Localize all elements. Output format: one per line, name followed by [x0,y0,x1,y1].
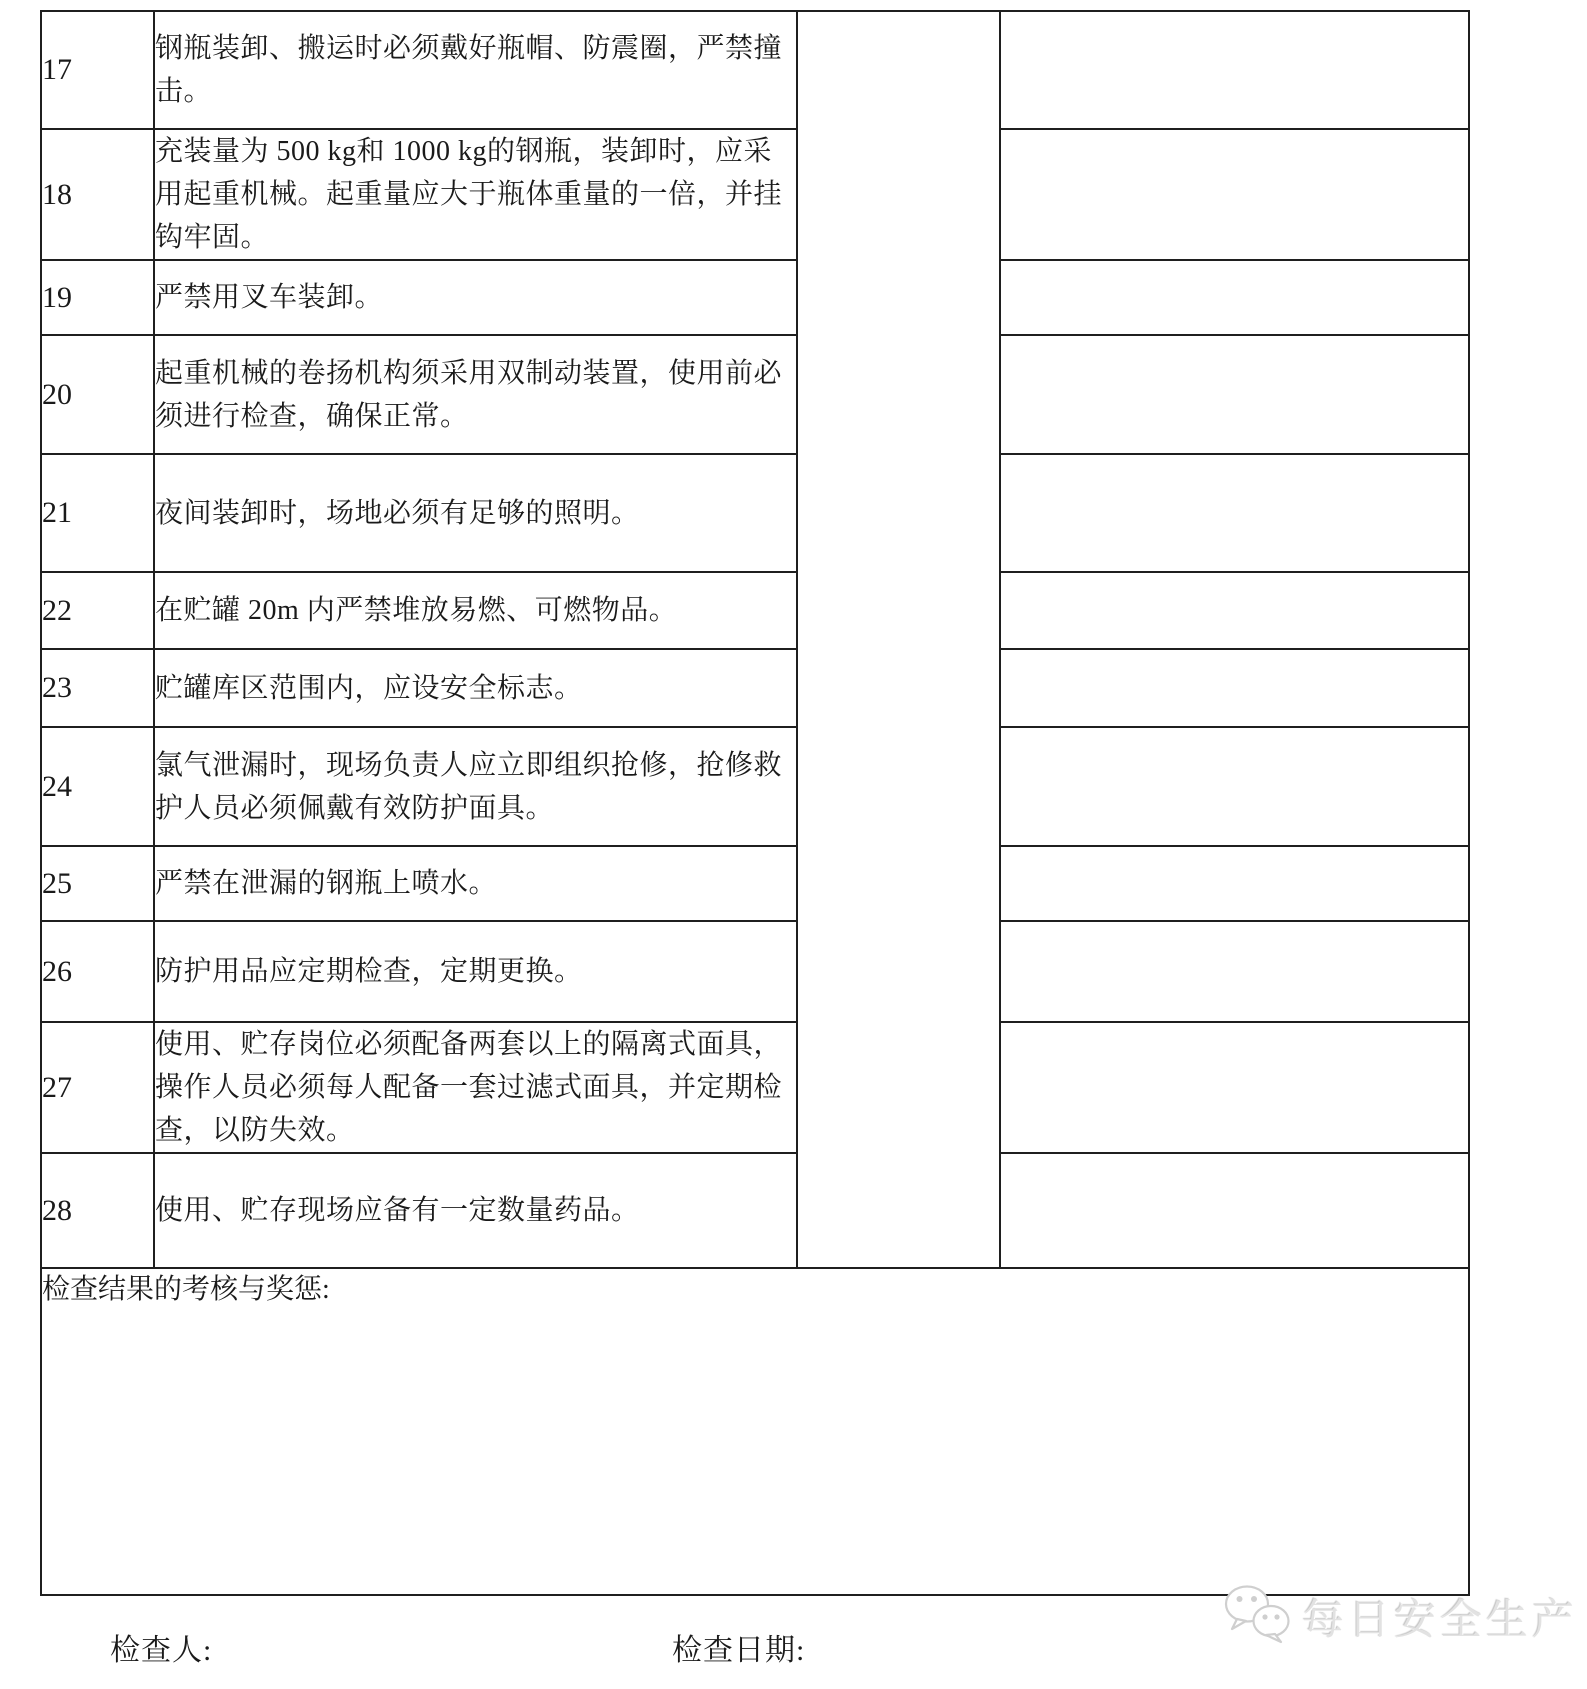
result-empty-cell [1000,727,1469,846]
row-text: 充装量为 500 kg和 1000 kg的钢瓶，装卸时，应采用起重机械。起重量应大于瓶体重量的一倍，并挂钩牢固。 [154,129,797,260]
watermark [1222,1584,1578,1649]
table-row [41,727,1469,846]
row-text: 严禁用叉车装卸。 [154,260,797,335]
result-empty-cell [1000,260,1469,335]
row-number: 22 [41,572,154,649]
watermark-text: 每日安全生产 [1302,1595,1579,1643]
row-text: 严禁在泄漏的钢瓶上喷水。 [154,846,797,921]
row-text: 贮罐库区范围内，应设安全标志。 [154,649,797,727]
row-number: 28 [41,1153,154,1268]
row-number: 21 [41,454,154,572]
result-empty-cell [1000,846,1469,921]
row-number: 24 [41,727,154,846]
row-text: 防护用品应定期检查，定期更换。 [154,921,797,1022]
result-empty-cell [1000,11,1469,129]
row-number: 26 [41,921,154,1022]
assessment-label: 检查结果的考核与奖惩: [42,1274,330,1305]
row-text: 钢瓶装卸、搬运时必须戴好瓶帽、防震圈，严禁撞击。 [154,11,797,129]
row-text: 起重机械的卷扬机构须采用双制动装置，使用前必须进行检查，确保正常。 [154,335,797,454]
assessment-row [41,1268,1469,1595]
result-empty-cell [1000,921,1469,1022]
table-row [41,454,1469,572]
row-number: 18 [41,129,154,260]
row-text: 在贮罐 20m 内严禁堆放易燃、可燃物品。 [154,572,797,649]
result-empty-cell [1000,572,1469,649]
result-empty-cell [1000,649,1469,727]
date-label: 检查日期: [672,1634,806,1667]
table-row [41,921,1469,1022]
row-text: 夜间装卸时，场地必须有足够的照明。 [154,454,797,572]
table-row [41,1153,1469,1268]
middle-empty-column [797,11,1000,1268]
checklist-table [40,10,1470,1596]
row-text: 氯气泄漏时，现场负责人应立即组织抢修，抢修救护人员必须佩戴有效防护面具。 [154,727,797,846]
assessment-cell [41,1268,1469,1595]
row-text: 使用、贮存岗位必须配备两套以上的隔离式面具，操作人员必须每人配备一套过滤式面具，并定期检查，以防失效。 [154,1022,797,1153]
table-row [41,649,1469,727]
result-empty-cell [1000,454,1469,572]
row-number: 17 [41,11,154,129]
row-text: 使用、贮存现场应备有一定数量药品。 [154,1153,797,1268]
table-row [41,11,1469,129]
table-row [41,846,1469,921]
row-number: 20 [41,335,154,454]
table-row [41,1022,1469,1153]
row-number: 19 [41,260,154,335]
wechat-icon [1222,1584,1294,1649]
row-number: 25 [41,846,154,921]
result-empty-cell [1000,1022,1469,1153]
result-empty-cell [1000,1153,1469,1268]
inspector-label: 检查人: [110,1634,213,1667]
table-row [41,260,1469,335]
result-empty-cell [1000,129,1469,260]
table-row [41,572,1469,649]
table-row [41,335,1469,454]
table-row [41,129,1469,260]
row-number: 27 [41,1022,154,1153]
result-empty-cell [1000,335,1469,454]
row-number: 23 [41,649,154,727]
